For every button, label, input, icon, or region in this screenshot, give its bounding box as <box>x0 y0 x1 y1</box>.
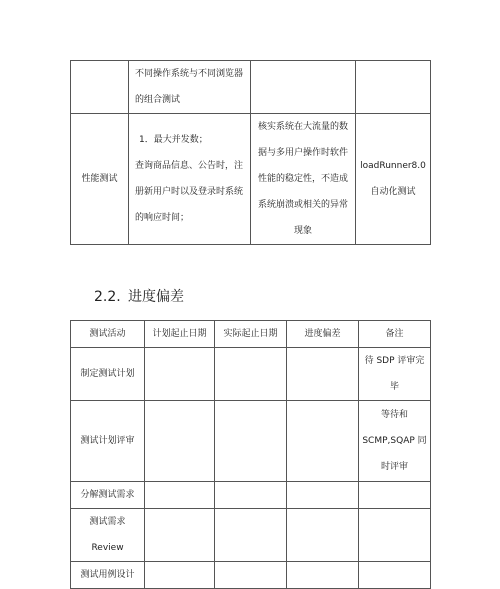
table-cell <box>251 61 356 114</box>
cell-text: 性能的稳定性，不造成 <box>257 174 348 184</box>
table-cell <box>71 401 145 482</box>
table-cell <box>359 482 431 509</box>
cell-text: 测试计划评审 <box>80 436 135 446</box>
table-cell <box>71 509 145 562</box>
table-cell <box>359 509 431 562</box>
cell-text: 制定测试计划 <box>80 369 135 379</box>
table-cell <box>129 61 251 114</box>
cell-text: 待 SDP 评审完 <box>364 356 425 366</box>
cell-text: Review <box>91 543 124 553</box>
table-cell <box>129 114 251 245</box>
test-strategy-table <box>70 60 431 245</box>
cell-text: 查询商品信息、公告时，注 <box>135 161 244 171</box>
table-row <box>71 114 431 245</box>
cell-text: 毕 <box>389 382 399 392</box>
cell-text: SCMP,SQAP 同 <box>362 436 427 446</box>
table-cell <box>287 401 359 482</box>
table-cell <box>215 348 287 401</box>
table-cell <box>145 509 215 562</box>
column-header: 计划起止日期 <box>145 321 215 348</box>
table-cell <box>145 482 215 509</box>
table-cell <box>251 114 356 245</box>
cell-text: 系统崩溃或相关的异常 <box>257 200 348 210</box>
cell-text: 核实系统在大流量的数 <box>257 122 348 132</box>
table-cell <box>359 348 431 401</box>
table-cell <box>71 114 129 245</box>
table-row <box>71 61 431 114</box>
table-cell <box>215 401 287 482</box>
column-header: 进度偏差 <box>287 321 359 348</box>
table-cell <box>287 509 359 562</box>
cell-text: 的响应时间； <box>135 213 190 223</box>
section-number: 2.2. <box>94 289 121 305</box>
column-header: 测试活动 <box>71 321 145 348</box>
table-cell <box>145 401 215 482</box>
section-title: 进度偏差 <box>128 289 184 305</box>
table-cell <box>287 348 359 401</box>
table-cell <box>71 482 145 509</box>
cell-text: 等待和 <box>380 410 408 420</box>
table-cell <box>287 482 359 509</box>
column-header: 备注 <box>359 321 431 348</box>
cell-text: 测试需求 <box>89 517 126 527</box>
table-cell <box>145 348 215 401</box>
table-row <box>71 348 431 401</box>
cell-text: 时评审 <box>380 462 408 472</box>
cell-text: 不同操作系统与不同浏览器 <box>135 69 244 79</box>
cell-text: 1．最大并发数； <box>139 135 208 145</box>
table-header-row <box>71 321 431 348</box>
table-cell <box>71 348 145 401</box>
table-row <box>71 509 431 562</box>
table-cell <box>71 61 129 114</box>
cell-text: 的组合测试 <box>135 95 181 105</box>
table-cell <box>359 401 431 482</box>
table-cell <box>356 61 431 114</box>
cell-text: loadRunner8.0 <box>360 161 426 171</box>
section-heading <box>94 286 184 306</box>
table-row <box>71 401 431 482</box>
cell-text: 分解测试需求 <box>80 490 135 500</box>
table-cell <box>356 114 431 245</box>
schedule-deviation-table <box>70 320 431 589</box>
cell-text: 性能测试 <box>81 174 118 184</box>
table-cell <box>215 482 287 509</box>
table-cell <box>215 509 287 562</box>
table-row <box>71 482 431 509</box>
cell-text: 现象 <box>293 226 312 236</box>
cell-text: 据与多用户操作时软件 <box>257 148 348 158</box>
column-header: 实际起止日期 <box>215 321 287 348</box>
cell-text: 自动化测试 <box>370 187 416 197</box>
cell-text: 测试用例设计 <box>80 570 135 580</box>
cell-text: 册新用户时以及登录时系统 <box>135 187 244 197</box>
